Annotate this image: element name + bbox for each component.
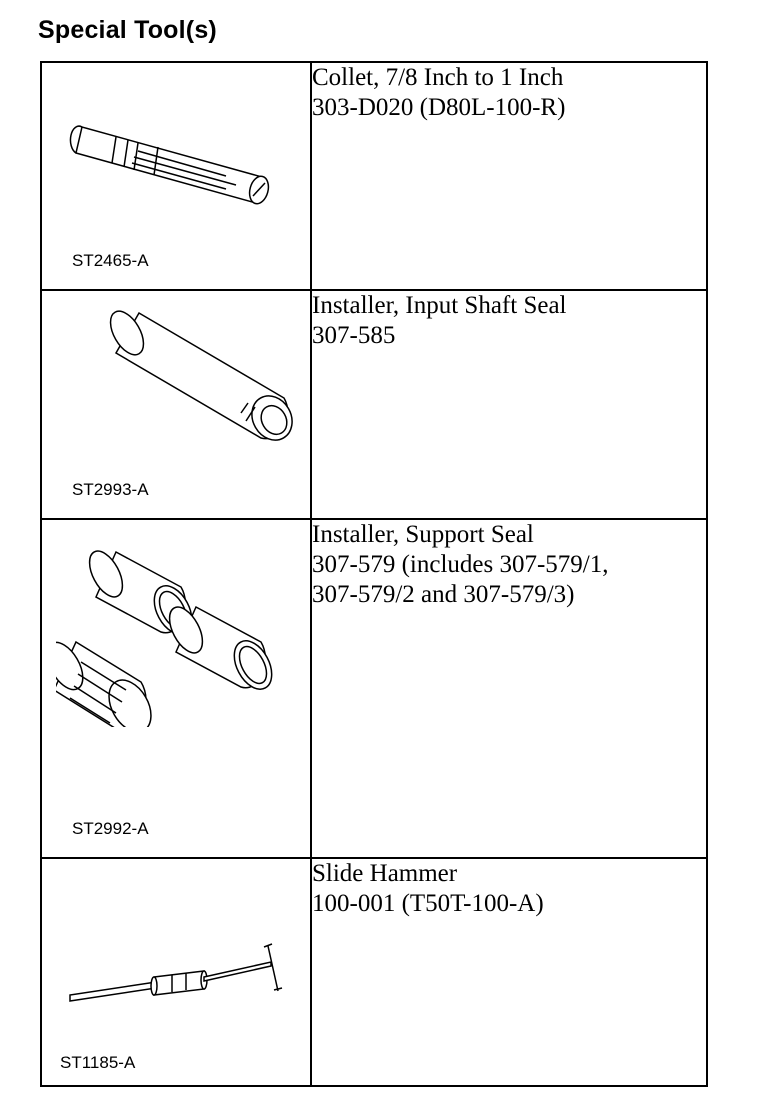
tool-description-cell [311,62,707,290]
table-row [41,858,707,1086]
tool-part-number: 303-D020 (D80L-100-R) [312,94,566,121]
collet-illustration [56,75,296,270]
figure-code: ST2993-A [72,479,149,499]
tool-name: Collet, 7/8 Inch to 1 Inch [312,64,564,91]
table-row [41,62,707,290]
tool-part-number: 307-579 (includes 307-579/1, [312,550,609,578]
input-shaft-seal-installer-illustration [56,303,296,498]
tool-figure-cell [41,858,311,1086]
tool-figure-cell [41,62,311,290]
tool-description-cell [311,519,707,858]
slide-hammer-illustration [56,871,296,1066]
tool-part-number: 100-001 (T50T-100-A) [312,889,544,917]
table-row [41,519,707,858]
tool-figure-cell [41,519,311,858]
table-row [41,290,707,518]
figure-code: ST1185-A [60,1053,136,1072]
tool-name: Installer, Input Shaft Seal [312,292,567,320]
tool-description-cell [311,858,707,1086]
figure-code: ST2465-A [72,251,149,271]
tool-figure-cell [41,290,311,518]
tool-part-number-continued: 307-579/2 and 307-579/3) [312,580,575,608]
figure-code: ST2992-A [72,818,149,838]
page-title: Special Tool(s) [38,16,217,44]
support-seal-installer-illustration [56,532,296,727]
tool-name: Installer, Support Seal [312,520,534,548]
special-tools-table [40,61,708,1087]
tool-description-cell [311,290,707,518]
tool-part-number: 307-585 [312,322,396,350]
tool-name: Slide Hammer [312,859,458,887]
